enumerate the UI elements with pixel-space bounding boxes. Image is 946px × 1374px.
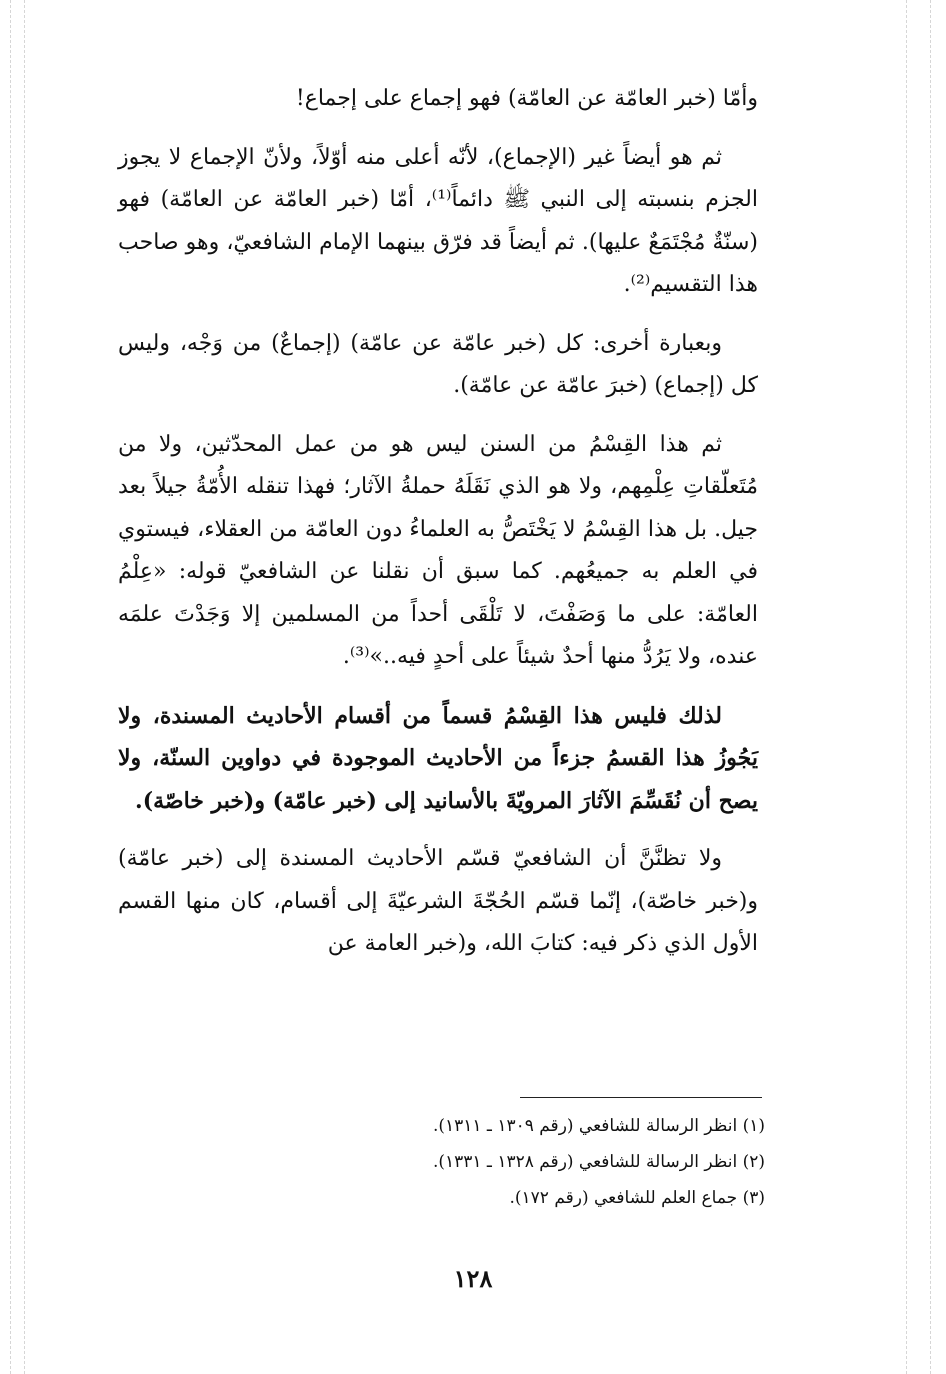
footnote: (١) انظر الرسالة للشافعي (رقم ١٣٠٩ ـ ١٣١١). (432, 1116, 765, 1136)
paragraph: وبعبارة أخرى: كل (خبر عامّة عن عامّة) (إجماعٌ) من وَجْه، وليس كل (إجماع) (خبرَ عامّة عن عامّة). (118, 330, 758, 398)
paragraph: ثم هذا القِسْمُ من السنن ليس هو من عمل المحدّثين، ولا من مُتَعلّقاتِ عِلْمِهم، ولا هو الذي نَقَلَهُ حملةُ الآثار؛ فهذا تنقله الأُمّةُ جيلاً بعد جيل. بل هذا القِسْمُ لا يَخْتَصُّ به العلماءُ دون العامّة من العقلاء، فيستوي في العلم به جميعُهم. كما سبق أن نقلنا عن الشافعيّ قوله: «عِلْمُ العامّة: على ما وَصَفْتَ، لا تَلْقَى أحداً من المسلمين إلا وَجَدْتَ علمَه عنده، ولا يَرُدُّ منها أحدٌ شيئاً على أحدٍ فيه..»⁽³⁾. (118, 431, 758, 669)
footnote: (٣) جماع العلم للشافعي (رقم ١٧٢). (509, 1188, 765, 1208)
main-text (118, 78, 758, 982)
scan-edge-line (24, 0, 25, 1374)
paragraph: ولا تظنَّنَّ أن الشافعيّ قسّم الأحاديث المسندة إلى (خبر عامّة) و(خبر خاصّة)، إنّما قسّم الحُجّةَ الشرعيّةَ إلى أقسام، كان منها القسم الأول الذي ذكر فيه: كتابَ الله، و(خبر العامة عن (118, 846, 758, 956)
scan-edge-line (10, 0, 11, 1374)
paragraph: ثم هو أيضاً غير (الإجماع)، لأنّه أعلى منه أوّلاً، ولأنّ الإجماع لا يجوز الجزم بنسبته إلى النبي ﷺ دائماً⁽¹⁾، أمّا (خبر العامّة عن العامّة) فهو (سنّةٌ مُجْتَمَعٌ عليها). ثم أيضاً قد فرّق بينهما الإمام الشافعيّ، وهو صاحب هذا التقسيم⁽²⁾. (118, 144, 758, 297)
paragraph-bold: لذلك فليس هذا القِسْمُ قسماً من أقسام الأحاديث المسندة، ولا يَجُوزُ هذا القسمُ جزءاً من الأحاديث الموجودة في دواوين السنّة، ولا يصح أن نُقَسِّمَ الآثارَ المرويّةَ بالأسانيد إلى (خبر عامّة) و(خبر خاصّة). (118, 702, 758, 814)
footnotes (300, 1108, 765, 1216)
paragraph: وأمّا (خبر العامّة عن العامّة) فهو إجماع على إجماع! (295, 86, 758, 111)
scan-edge-line (906, 0, 907, 1374)
scan-edge-line (930, 0, 931, 1374)
footnote: (٢) انظر الرسالة للشافعي (رقم ١٣٢٨ ـ ١٣٣١). (432, 1152, 765, 1172)
footnote-divider (520, 1097, 762, 1098)
page-number: ١٢٨ (453, 1264, 493, 1293)
